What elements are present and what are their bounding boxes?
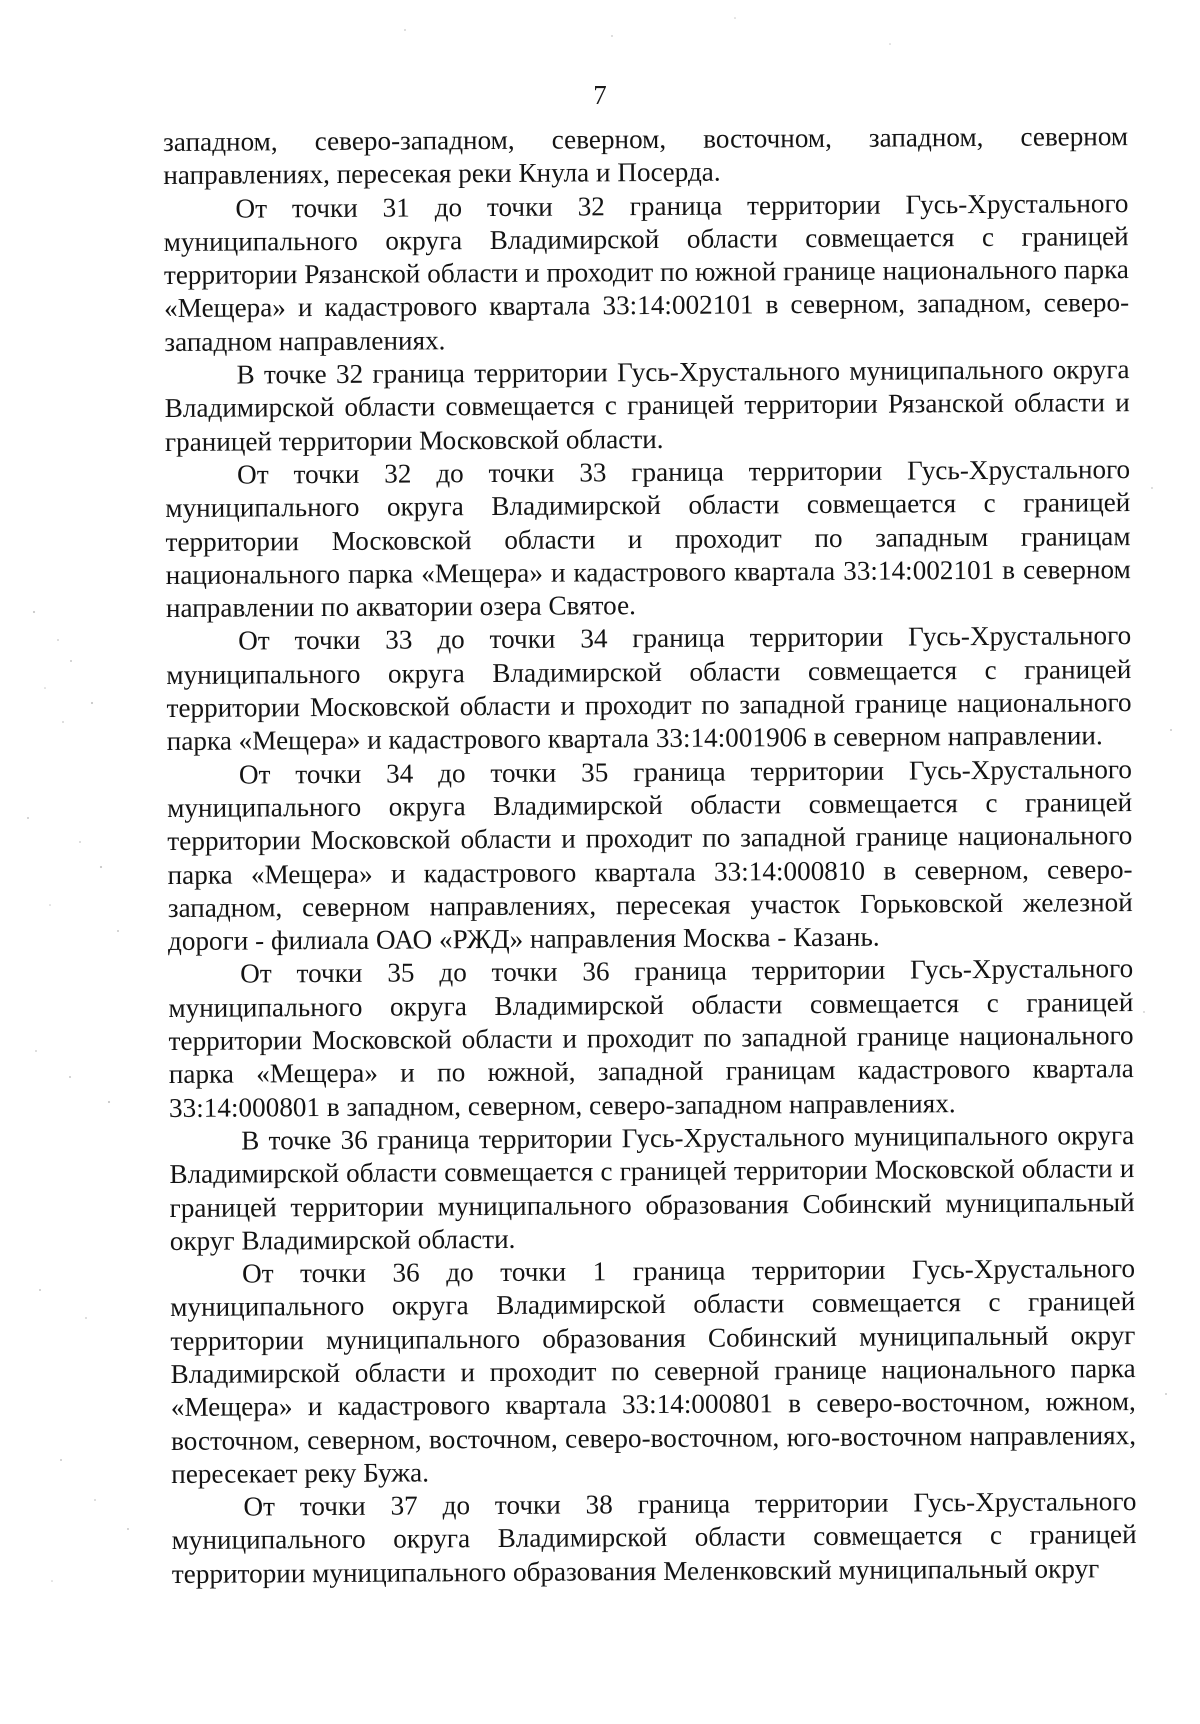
document-body [163, 120, 1137, 1591]
paragraph: От точки 33 до точки 34 граница территории Гусь-Хрустального муниципального округа Владимирской области совмещается с границей территории Московской области и проходит по западной границе национального парка «Мещера» и кадастрового квартала 33:14:001906 в северном направлении. [166, 620, 1132, 757]
page-number: 7 [593, 80, 607, 110]
paragraph: От точки 37 до точки 38 граница территории Гусь-Хрустального муниципального округа Владимирской области совмещается с границей территории муниципального образования Меленковский муниципальный округ [171, 1486, 1137, 1589]
paragraph: От точки 32 до точки 33 граница территории Гусь-Хрустального муниципального округа Владимирской области совмещается с границей территории Московской области и проходит по западным границам национального парка «Мещера» и кадастрового квартала 33:14:002101 в северном направлении по акватории озера Святое. [165, 454, 1131, 624]
paragraph: От точки 34 до точки 35 граница территории Гусь-Хрустального муниципального округа Владимирской области совмещается с границей территории Московской области и проходит по западной границе национального парка «Мещера» и кадастрового квартала 33:14:000810 в северном, северо-западном, северном направлениях, пересекая участок Горьковской железной дороги - филиала ОАО «РЖД» направления Москва - Казань. [167, 753, 1133, 957]
paragraph: От точки 35 до точки 36 граница территории Гусь-Хрустального муниципального округа Владимирской области совмещается с границей территории Московской области и проходит по западной границе национального парка «Мещера» и по южной, западной границам кадастрового квартала 33:14:000801 в западном, северном, северо-западном направлениях. [168, 953, 1134, 1123]
paragraph: От точки 36 до точки 1 граница территории Гусь-Хрустального муниципального округа Владимирской области совмещается с границей территории муниципального образования Собинский муниципальный округ Владимирской области и проходит по северной границе национального парка «Мещера» и кадастрового квартала 33:14:000801 в северо-восточном, южном, восточном, северном, восточном, северо-восточном, юго-восточном направлениях, пересекает реку Бужа. [170, 1253, 1137, 1489]
paragraph: западном, северо-западном, северном, восточном, западном, северном направлениях, пересекая реки Кнула и Поcерда. [163, 121, 1129, 191]
paragraph: В точке 32 граница территории Гусь-Хрустального муниципального округа Владимирской области совмещается с границей территории Рязанской области и границей территории Московской области. [164, 354, 1130, 457]
paragraph: В точке 36 граница территории Гусь-Хрустального муниципального округа Владимирской области совмещается с границей территории Московской области и границей территории муниципального образования Собинский муниципальный округ Владимирской области. [169, 1119, 1135, 1256]
paragraph: От точки 31 до точки 32 граница территории Гусь-Хрустального муниципального округа Владимирской области совмещается с границей территории Рязанской области и проходит по южной границе национального парка «Мещера» и кадастрового квартала 33:14:002101 в северном, западном, северо-западном направлениях. [163, 187, 1130, 357]
